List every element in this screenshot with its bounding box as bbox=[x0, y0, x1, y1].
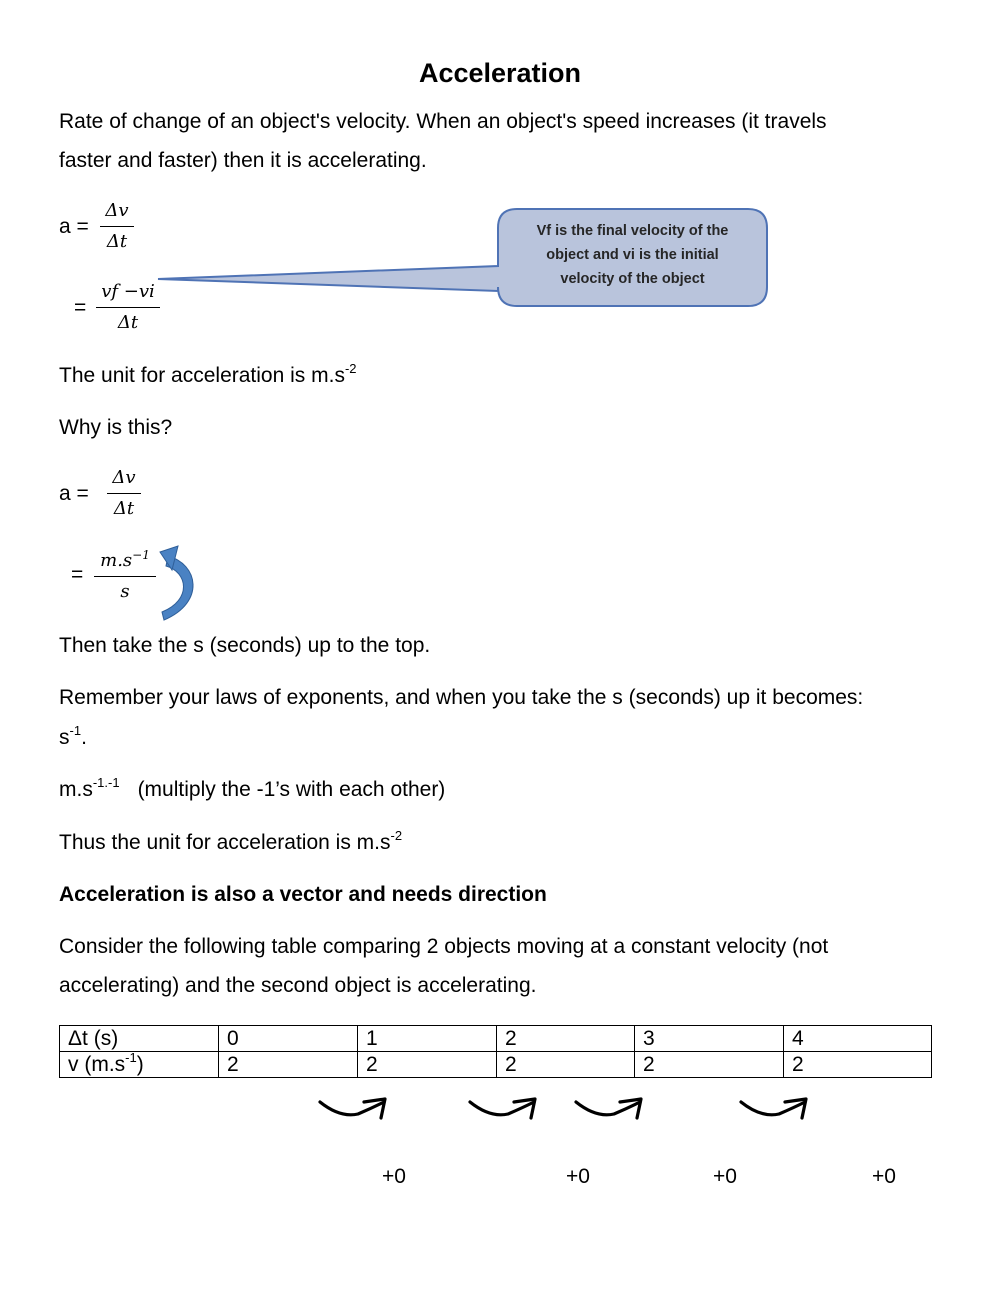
table-cell: 2 bbox=[219, 1052, 358, 1078]
vector-heading: Acceleration is also a vector and needs direction bbox=[59, 883, 547, 906]
hand-drawn-arrows bbox=[0, 1090, 1000, 1130]
hand-drawn-arrow-icon bbox=[320, 1099, 385, 1118]
row-label-time: Δt (s) bbox=[60, 1026, 219, 1052]
formula1-denominator-2: Δt bbox=[117, 312, 139, 333]
formula1-numerator-2: vf −vi bbox=[101, 281, 155, 302]
remember-line-1: Remember your laws of exponents, and when you take the s (seconds) up it becomes: bbox=[59, 686, 864, 709]
formula2-denominator-2: s bbox=[120, 581, 130, 602]
hand-drawn-arrow-icon bbox=[576, 1099, 641, 1118]
consider-line-1: Consider the following table comparing 2 objects moving at a constant velocity (not bbox=[59, 935, 829, 958]
formula1-numerator: Δv bbox=[105, 200, 129, 221]
row-label-velocity: v $(m.s^{-1})$ bbox=[60, 1052, 219, 1078]
table-cell: 3 bbox=[635, 1026, 784, 1052]
table-cell: 4 bbox=[784, 1026, 932, 1052]
table-cell: 2 bbox=[358, 1052, 497, 1078]
intro-line-2: faster and faster) then it is accelerating. bbox=[59, 149, 427, 172]
hand-drawn-arrow-icon bbox=[741, 1099, 806, 1118]
formula1-denominator: Δt bbox=[106, 231, 128, 252]
formula2-lhs: a = bbox=[59, 482, 89, 505]
difference-label: +0 bbox=[713, 1165, 737, 1188]
formula2-numerator-2: $m.s^{-1}$ bbox=[100, 548, 150, 571]
take-up-text: Then take the s (seconds) up to the top. bbox=[59, 634, 431, 657]
callout-line-2: object and vi is the initial bbox=[546, 247, 719, 263]
thus-line: Thus the unit for acceleration is $m.s^{-2}$ bbox=[59, 828, 403, 854]
callout-bubble bbox=[0, 0, 1000, 340]
multiply-line: $m.s^{-1.-1}$ (multiply the -1’s with each other) bbox=[59, 775, 446, 801]
table-row-velocity bbox=[60, 1052, 932, 1078]
velocity-table bbox=[59, 1025, 932, 1078]
table-cell: 0 bbox=[219, 1026, 358, 1052]
table-cell: 2 bbox=[635, 1052, 784, 1078]
difference-label: +0 bbox=[872, 1165, 896, 1188]
callout-line-3: velocity of the object bbox=[560, 271, 705, 287]
why-question: Why is this? bbox=[59, 416, 173, 439]
formula2-eq: = bbox=[71, 563, 84, 586]
callout-text bbox=[510, 219, 755, 291]
difference-label: +0 bbox=[382, 1165, 406, 1188]
table-cell: 2 bbox=[497, 1026, 635, 1052]
table-cell: 2 bbox=[784, 1052, 932, 1078]
page-title: Acceleration bbox=[418, 58, 582, 88]
formula1-eq: = bbox=[74, 296, 87, 319]
formula2-denominator: Δt bbox=[113, 498, 135, 519]
curved-arrow-icon bbox=[150, 544, 210, 626]
difference-label: +0 bbox=[566, 1165, 590, 1188]
remember-line-2: $s^{-1}$. bbox=[59, 723, 87, 749]
formula2-fraction bbox=[107, 466, 141, 521]
table-cell: 1 bbox=[358, 1026, 497, 1052]
table-row-time bbox=[60, 1026, 932, 1052]
table-cell: 2 bbox=[497, 1052, 635, 1078]
callout-line-1: Vf is the final velocity of the bbox=[536, 223, 729, 239]
unit-statement: The unit for acceleration is $m.s^{-2}$ bbox=[59, 361, 357, 387]
formula2-numerator: Δv bbox=[112, 467, 136, 488]
intro-line-1: Rate of change of an object's velocity. When an object's speed increases (it travels bbox=[59, 110, 827, 133]
hand-drawn-arrow-icon bbox=[470, 1099, 535, 1118]
consider-line-2: accelerating) and the second object is accelerating. bbox=[59, 974, 537, 997]
formula1-lhs: a = bbox=[59, 215, 89, 238]
formula2-fraction-2 bbox=[94, 549, 156, 604]
